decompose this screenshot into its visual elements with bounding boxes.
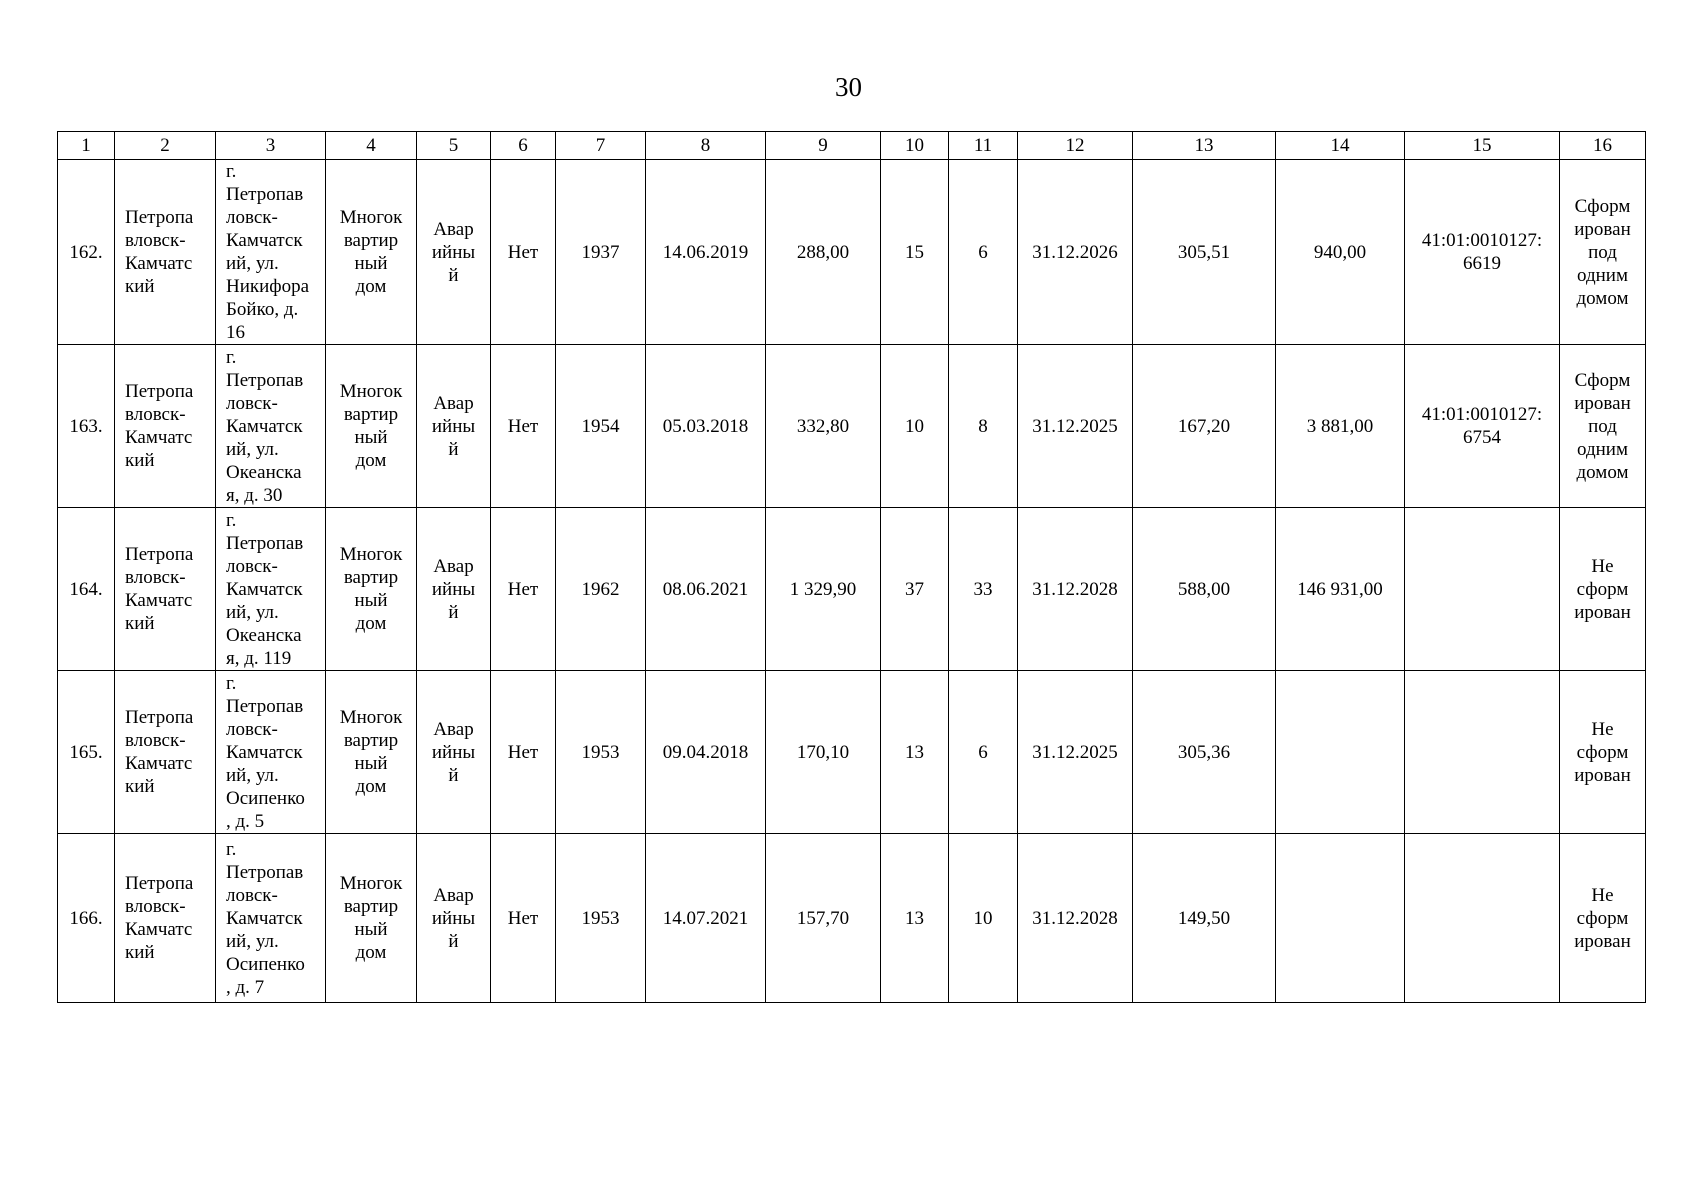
area-cell: 157,70 (766, 834, 881, 1003)
col10-cell: 37 (881, 508, 949, 671)
year-cell: 1954 (556, 345, 646, 508)
date-cell: 05.03.2018 (646, 345, 766, 508)
col6-cell: Нет (491, 508, 556, 671)
table-body (58, 160, 1646, 1003)
cadastral-number-cell (1405, 508, 1560, 671)
col10-cell: 13 (881, 834, 949, 1003)
year-cell: 1953 (556, 834, 646, 1003)
building-type-cell: Многок вартир ный дом (326, 508, 417, 671)
header-row (58, 132, 1646, 160)
condition-cell: Авар ийны й (417, 834, 491, 1003)
header-cell: 1 (58, 132, 115, 160)
area-cell: 288,00 (766, 160, 881, 345)
address-cell: г. Петропав ловск- Камчатск ий, ул. Никифора Бойко, д. 16 (216, 160, 326, 345)
municipality-cell: Петропа вловск- Камчатс кий (115, 834, 216, 1003)
date-cell: 09.04.2018 (646, 671, 766, 834)
header-cell: 2 (115, 132, 216, 160)
col14-cell: 940,00 (1276, 160, 1405, 345)
municipality-cell: Петропа вловск- Камчатс кий (115, 508, 216, 671)
address-cell: г. Петропав ловск- Камчатск ий, ул. Океанска я, д. 119 (216, 508, 326, 671)
col11-cell: 6 (949, 671, 1018, 834)
header-cell: 10 (881, 132, 949, 160)
table-row (58, 160, 1646, 345)
condition-cell: Авар ийны й (417, 345, 491, 508)
deadline-cell: 31.12.2028 (1018, 834, 1133, 1003)
address-cell: г. Петропав ловск- Камчатск ий, ул. Океанска я, д. 30 (216, 345, 326, 508)
municipality-cell: Петропа вловск- Камчатс кий (115, 671, 216, 834)
header-cell: 15 (1405, 132, 1560, 160)
building-type-cell: Многок вартир ный дом (326, 671, 417, 834)
address-cell: г. Петропав ловск- Камчатск ий, ул. Осипенко , д. 5 (216, 671, 326, 834)
area-cell: 332,80 (766, 345, 881, 508)
page-number: 30 (835, 72, 862, 102)
header-cell: 3 (216, 132, 326, 160)
cadastral-number-cell (1405, 834, 1560, 1003)
col13-cell: 149,50 (1133, 834, 1276, 1003)
deadline-cell: 31.12.2026 (1018, 160, 1133, 345)
col13-cell: 588,00 (1133, 508, 1276, 671)
col10-cell: 15 (881, 160, 949, 345)
building-type-cell: Многок вартир ный дом (326, 834, 417, 1003)
area-cell: 170,10 (766, 671, 881, 834)
col10-cell: 10 (881, 345, 949, 508)
housing-registry-table (57, 131, 1646, 1003)
col11-cell: 10 (949, 834, 1018, 1003)
header-cell: 8 (646, 132, 766, 160)
year-cell: 1937 (556, 160, 646, 345)
col14-cell (1276, 671, 1405, 834)
col6-cell: Нет (491, 345, 556, 508)
col13-cell: 167,20 (1133, 345, 1276, 508)
municipality-cell: Петропа вловск- Камчатс кий (115, 345, 216, 508)
deadline-cell: 31.12.2028 (1018, 508, 1133, 671)
col11-cell: 8 (949, 345, 1018, 508)
condition-cell: Авар ийны й (417, 160, 491, 345)
land-status-cell: Не сформ ирован (1560, 834, 1646, 1003)
col13-cell: 305,51 (1133, 160, 1276, 345)
col14-cell (1276, 834, 1405, 1003)
table-row (58, 345, 1646, 508)
year-cell: 1962 (556, 508, 646, 671)
header-cell: 7 (556, 132, 646, 160)
header-cell: 11 (949, 132, 1018, 160)
cadastral-number-cell: 41:01:0010127: 6619 (1405, 160, 1560, 345)
area-cell: 1 329,90 (766, 508, 881, 671)
header-cell: 16 (1560, 132, 1646, 160)
header-cell: 14 (1276, 132, 1405, 160)
col11-cell: 6 (949, 160, 1018, 345)
deadline-cell: 31.12.2025 (1018, 671, 1133, 834)
deadline-cell: 31.12.2025 (1018, 345, 1133, 508)
cadastral-number-cell (1405, 671, 1560, 834)
col14-cell: 146 931,00 (1276, 508, 1405, 671)
date-cell: 08.06.2021 (646, 508, 766, 671)
land-status-cell: Сформ ирован под одним домом (1560, 345, 1646, 508)
header-cell: 6 (491, 132, 556, 160)
condition-cell: Авар ийны й (417, 508, 491, 671)
land-status-cell: Не сформ ирован (1560, 671, 1646, 834)
table-header (58, 132, 1646, 160)
row-number-cell: 166. (58, 834, 115, 1003)
col13-cell: 305,36 (1133, 671, 1276, 834)
col10-cell: 13 (881, 671, 949, 834)
row-number-cell: 165. (58, 671, 115, 834)
land-status-cell: Сформ ирован под одним домом (1560, 160, 1646, 345)
col11-cell: 33 (949, 508, 1018, 671)
municipality-cell: Петропа вловск- Камчатс кий (115, 160, 216, 345)
building-type-cell: Многок вартир ный дом (326, 345, 417, 508)
col6-cell: Нет (491, 834, 556, 1003)
cadastral-number-cell: 41:01:0010127: 6754 (1405, 345, 1560, 508)
header-cell: 9 (766, 132, 881, 160)
table-row (58, 671, 1646, 834)
table-row (58, 508, 1646, 671)
header-cell: 13 (1133, 132, 1276, 160)
col6-cell: Нет (491, 671, 556, 834)
header-cell: 4 (326, 132, 417, 160)
year-cell: 1953 (556, 671, 646, 834)
condition-cell: Авар ийны й (417, 671, 491, 834)
row-number-cell: 162. (58, 160, 115, 345)
address-cell: г. Петропав ловск- Камчатск ий, ул. Осипенко , д. 7 (216, 834, 326, 1003)
table-row (58, 834, 1646, 1003)
building-type-cell: Многок вартир ный дом (326, 160, 417, 345)
col14-cell: 3 881,00 (1276, 345, 1405, 508)
header-cell: 12 (1018, 132, 1133, 160)
land-status-cell: Не сформ ирован (1560, 508, 1646, 671)
date-cell: 14.06.2019 (646, 160, 766, 345)
row-number-cell: 164. (58, 508, 115, 671)
date-cell: 14.07.2021 (646, 834, 766, 1003)
header-cell: 5 (417, 132, 491, 160)
col6-cell: Нет (491, 160, 556, 345)
row-number-cell: 163. (58, 345, 115, 508)
